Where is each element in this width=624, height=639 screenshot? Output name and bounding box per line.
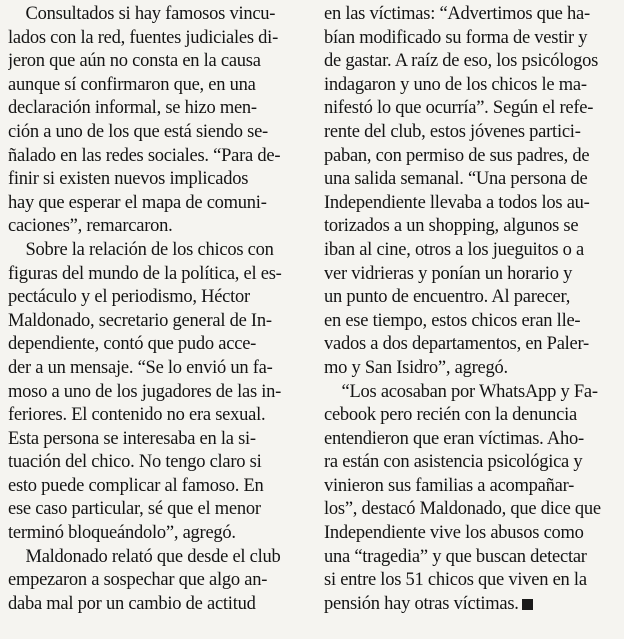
text-line: rente del club, estos jóvenes partici- [324,121,581,142]
text-line: daba mal por un cambio de actitud [8,593,256,614]
text-line: bían modificado su forma de vestir y [324,27,588,48]
text-line: esto puede complicar al famoso. En [8,475,264,496]
text-line: de gastar. A raíz de eso, los psicólogos [324,51,599,72]
text-line: jeron que aún no consta en la causa [8,51,261,72]
text-line: terminó bloqueándolo”, agregó. [8,523,236,544]
text-line: empezaron a sospechar que algo an- [8,570,268,591]
article-column-right [324,3,622,616]
text-line: finir si existen nuevos implicados [8,169,249,190]
text-line: ese caso particular, sé que el menor [8,499,261,520]
text-line: indagaron y uno de los chicos le ma- [324,74,587,95]
text-line: Sobre la relación de los chicos con [8,239,274,260]
text-line: cebook pero recién con la denuncia [324,405,577,426]
text-line: ra están con asistencia psicológica y [324,452,583,473]
text-line: ción a uno de los que está siendo se- [8,121,268,142]
text-line: caciones”, remarcaron. [8,216,173,237]
text-line: Independiente vive los abusos como [324,523,584,544]
text-line: un punto de encuentro. Al parecer, [324,287,571,308]
text-line: vinieron sus familias a acompañar- [324,475,575,496]
text-line: hay que esperar el mapa de comuni- [8,192,267,213]
text-line: si entre los 51 chicos que viven en la [324,570,587,591]
text-line: Consultados si hay famosos vincu- [8,4,276,24]
text-line: Maldonado relató que desde el club [8,546,281,567]
article-column-left [8,3,310,616]
text-line: figuras del mundo de la política, el es- [8,263,282,284]
text-line: entendieron que eran víctimas. Aho- [324,428,584,449]
text-line: “Los acosaban por WhatsApp y Fa- [324,381,598,402]
text-line: una salida semanal. “Una persona de [324,169,588,190]
text-line: mo y San Isidro”, agregó. [324,357,508,378]
end-of-article-mark-icon [522,599,533,610]
text-line: en las víctimas: “Advertimos que ha- [324,4,590,24]
text-line: Maldonado, secretario general de In- [8,310,272,331]
text-line: feriores. El contenido no era sexual. [8,405,266,426]
text-line: der a un mensaje. “Se lo envió un fa- [8,357,273,378]
text-line: moso a uno de los jugadores de las in- [8,381,282,402]
text-line: Esta persona se interesaba en la si- [8,428,256,449]
text-line: vados a dos departamentos, en Paler- [324,334,589,355]
text-line: ver vidrieras y ponían un horario y [324,263,573,284]
text-line: tuación del chico. No tengo claro si [8,452,262,473]
text-line: los”, destacó Maldonado, que dice que [324,499,601,520]
text-line: en ese tiempo, estos chicos eran lle- [324,310,581,331]
text-line: ñalado en las redes sociales. “Para de- [8,145,281,166]
text-line: dependiente, contó que pudo acce- [8,334,257,355]
text-line: nifestó lo que ocurría”. Según el refe- [324,98,594,119]
text-line: declaración informal, se hizo men- [8,98,257,119]
text-line-final-text: pensión hay otras víctimas. [324,593,519,614]
text-line: torizados a un shopping, algunos se [324,216,579,237]
text-line-final [324,593,622,617]
text-line: una “tragedia” y que buscan detectar [324,546,587,567]
text-line: aunque sí confirmaron que, en una [8,74,256,95]
text-line: Independiente llevaba a todos los au- [324,192,590,213]
text-line: lados con la red, fuentes judiciales di- [8,27,278,48]
text-line: paban, con permiso de sus padres, de [324,145,590,166]
text-line: pectáculo y el periodismo, Héctor [8,287,250,308]
text-line: iban al cine, otros a los jueguitos o a [324,239,584,260]
